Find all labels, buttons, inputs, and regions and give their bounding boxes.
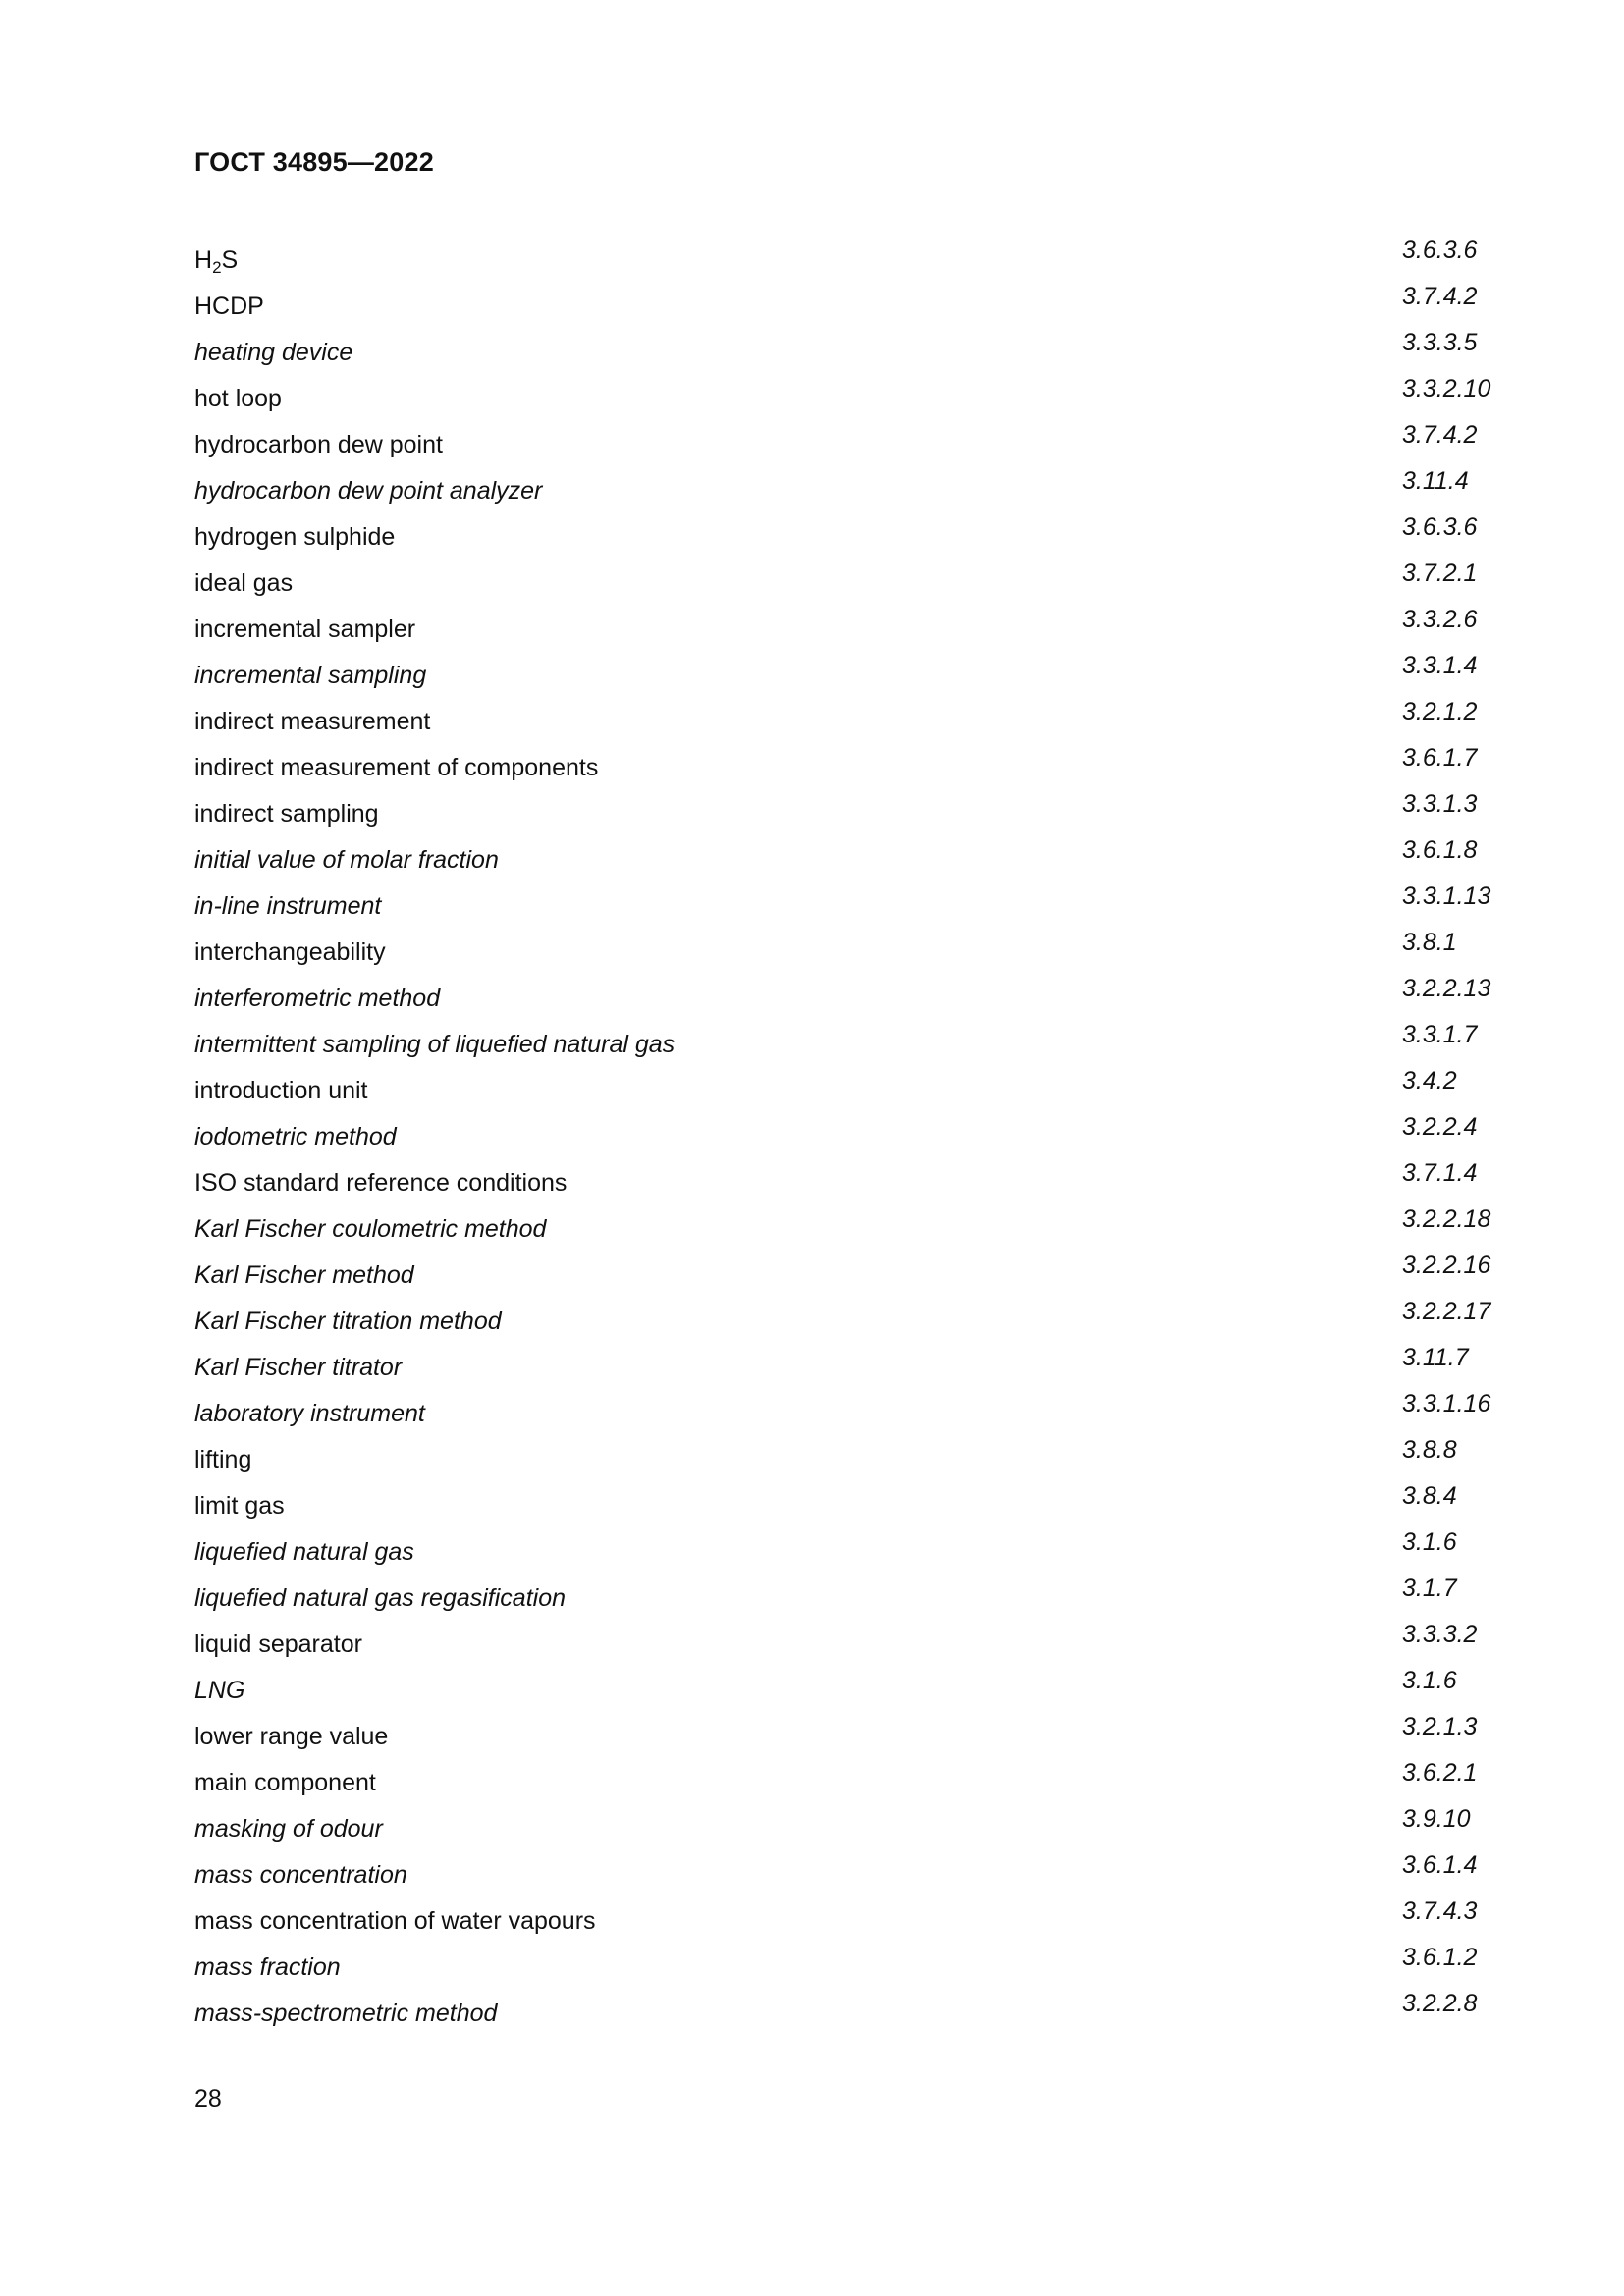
index-reference: 3.8.4 bbox=[1402, 1482, 1457, 1510]
index-reference: 3.6.1.2 bbox=[1402, 1944, 1478, 1971]
index-reference: 3.2.2.4 bbox=[1402, 1113, 1478, 1141]
index-entry bbox=[194, 1758, 1500, 1804]
index-reference: 3.2.2.17 bbox=[1402, 1298, 1491, 1325]
index-term-text: HCDP bbox=[194, 293, 264, 320]
index-term-text: masking of odour bbox=[194, 1815, 383, 1842]
index-reference: 3.2.1.2 bbox=[1402, 698, 1478, 725]
index-reference: 3.8.1 bbox=[1402, 929, 1457, 956]
index-reference: 3.7.2.1 bbox=[1402, 560, 1478, 587]
index-reference: 3.2.2.16 bbox=[1402, 1252, 1491, 1279]
index-term bbox=[194, 522, 395, 552]
index-term-text: incremental sampler bbox=[194, 615, 416, 643]
index-term-text: in-line instrument bbox=[194, 892, 382, 920]
index-entry bbox=[194, 605, 1500, 651]
index-term-text: interchangeability bbox=[194, 938, 386, 966]
index-entry bbox=[194, 1020, 1500, 1066]
index-entry bbox=[194, 1297, 1500, 1343]
index-term bbox=[194, 799, 379, 828]
index-term bbox=[194, 845, 499, 875]
index-entry bbox=[194, 697, 1500, 743]
index-entry bbox=[194, 1620, 1500, 1666]
index-entry bbox=[194, 1896, 1500, 1943]
index-reference: 3.3.3.5 bbox=[1402, 329, 1478, 356]
index-term-text: heating device bbox=[194, 339, 353, 366]
index-entry bbox=[194, 1389, 1500, 1435]
index-reference: 3.9.10 bbox=[1402, 1805, 1471, 1833]
index-reference: 3.3.1.13 bbox=[1402, 882, 1491, 910]
index-entry bbox=[194, 1435, 1500, 1481]
index-reference: 3.3.1.3 bbox=[1402, 790, 1478, 818]
index-term-text: lifting bbox=[194, 1446, 252, 1473]
index-entry bbox=[194, 1712, 1500, 1758]
index-term bbox=[194, 1445, 251, 1474]
index-entry bbox=[194, 1943, 1500, 1989]
index-term bbox=[194, 338, 352, 367]
index-term bbox=[194, 1030, 675, 1059]
index-term-text: Karl Fischer titration method bbox=[194, 1308, 502, 1335]
index-term-subscript: 2 bbox=[212, 258, 222, 277]
index-reference: 3.7.4.2 bbox=[1402, 421, 1478, 449]
index-term bbox=[194, 568, 293, 598]
index-term-text: main component bbox=[194, 1769, 376, 1796]
index-reference: 3.8.8 bbox=[1402, 1436, 1457, 1464]
index-term bbox=[194, 891, 381, 921]
index-entry bbox=[194, 466, 1500, 512]
index-reference: 3.7.4.3 bbox=[1402, 1897, 1478, 1925]
index-term bbox=[194, 661, 426, 690]
document-header: ГОСТ 34895—2022 bbox=[194, 147, 434, 177]
index-term bbox=[194, 476, 542, 506]
index-term bbox=[194, 430, 443, 459]
index-entry bbox=[194, 512, 1500, 559]
index-reference: 3.2.1.3 bbox=[1402, 1713, 1478, 1740]
index-entry bbox=[194, 928, 1500, 974]
index-term-text: Karl Fischer titrator bbox=[194, 1354, 403, 1381]
index-reference: 3.1.6 bbox=[1402, 1667, 1457, 1694]
index-term-text: iodometric method bbox=[194, 1123, 397, 1150]
index-term-text: hydrogen sulphide bbox=[194, 523, 396, 551]
index-term bbox=[194, 1860, 407, 1890]
term-index bbox=[194, 236, 1500, 2035]
index-entry bbox=[194, 974, 1500, 1020]
index-term bbox=[194, 1076, 368, 1105]
index-entry bbox=[194, 1343, 1500, 1389]
index-term bbox=[194, 1583, 566, 1613]
index-term-text: introduction unit bbox=[194, 1077, 368, 1104]
index-term-text: ISO standard reference conditions bbox=[194, 1169, 568, 1197]
index-term-text: mass-spectrometric method bbox=[194, 2000, 498, 2027]
index-term-text: hydrocarbon dew point bbox=[194, 431, 443, 458]
index-entry bbox=[194, 1527, 1500, 1574]
index-reference: 3.11.4 bbox=[1402, 467, 1469, 495]
index-term bbox=[194, 1768, 376, 1797]
index-reference: 3.6.2.1 bbox=[1402, 1759, 1478, 1787]
index-term bbox=[194, 1952, 341, 1982]
index-reference: 3.1.6 bbox=[1402, 1528, 1457, 1556]
index-term bbox=[194, 614, 415, 644]
index-reference: 3.3.2.6 bbox=[1402, 606, 1478, 633]
index-reference: 3.7.4.2 bbox=[1402, 283, 1478, 310]
index-entry bbox=[194, 1158, 1500, 1204]
index-entry bbox=[194, 1666, 1500, 1712]
index-entry bbox=[194, 420, 1500, 466]
index-term-text: LNG bbox=[194, 1677, 245, 1704]
index-reference: 3.1.7 bbox=[1402, 1575, 1457, 1602]
index-reference: 3.2.2.18 bbox=[1402, 1205, 1491, 1233]
index-term bbox=[194, 1214, 546, 1244]
index-term-text: ideal gas bbox=[194, 569, 294, 597]
index-term bbox=[194, 1676, 244, 1705]
index-term-text: lower range value bbox=[194, 1723, 389, 1750]
index-reference: 3.2.2.8 bbox=[1402, 1990, 1478, 2017]
index-reference: 3.6.1.8 bbox=[1402, 836, 1478, 864]
index-entry bbox=[194, 743, 1500, 789]
index-term-text: liquid separator bbox=[194, 1630, 362, 1658]
index-reference: 3.11.7 bbox=[1402, 1344, 1469, 1371]
page-number: 28 bbox=[194, 2085, 222, 2112]
index-entry bbox=[194, 1804, 1500, 1850]
index-entry bbox=[194, 1066, 1500, 1112]
index-reference: 3.6.1.7 bbox=[1402, 744, 1478, 772]
index-term bbox=[194, 753, 598, 782]
index-entry bbox=[194, 236, 1500, 282]
index-entry bbox=[194, 282, 1500, 328]
index-reference: 3.3.1.4 bbox=[1402, 652, 1478, 679]
index-reference: 3.6.3.6 bbox=[1402, 237, 1478, 264]
index-reference: 3.3.1.16 bbox=[1402, 1390, 1491, 1417]
index-term bbox=[194, 707, 430, 736]
index-reference: 3.3.2.10 bbox=[1402, 375, 1491, 402]
index-reference: 3.6.3.6 bbox=[1402, 513, 1478, 541]
index-term-text: liquefied natural gas regasification bbox=[194, 1584, 567, 1612]
index-term bbox=[194, 1122, 397, 1151]
index-term-text: liquefied natural gas bbox=[194, 1538, 414, 1566]
index-term-text: indirect measurement of components bbox=[194, 754, 599, 781]
index-term-tail: S bbox=[221, 246, 239, 274]
index-term-text: mass concentration of water vapours bbox=[194, 1907, 596, 1935]
index-entry bbox=[194, 1112, 1500, 1158]
index-term bbox=[194, 292, 264, 321]
index-term bbox=[194, 1906, 596, 1936]
index-reference: 3.4.2 bbox=[1402, 1067, 1457, 1095]
index-term-text: Karl Fischer method bbox=[194, 1261, 414, 1289]
index-entry bbox=[194, 1989, 1500, 2035]
index-term bbox=[194, 1814, 383, 1843]
index-term-text: mass concentration bbox=[194, 1861, 407, 1889]
index-term-text: interferometric method bbox=[194, 985, 441, 1012]
index-term bbox=[194, 384, 282, 413]
index-term-text: limit gas bbox=[194, 1492, 285, 1520]
index-term bbox=[194, 937, 386, 967]
index-term-text: incremental sampling bbox=[194, 662, 427, 689]
index-term bbox=[194, 1168, 567, 1198]
index-term bbox=[194, 245, 238, 275]
index-entry bbox=[194, 651, 1500, 697]
index-entry bbox=[194, 1481, 1500, 1527]
index-entry bbox=[194, 789, 1500, 835]
index-term bbox=[194, 1491, 285, 1521]
index-term-text: laboratory instrument bbox=[194, 1400, 425, 1427]
index-entry bbox=[194, 559, 1500, 605]
index-entry bbox=[194, 1251, 1500, 1297]
index-term-text: intermittent sampling of liquefied natural gas bbox=[194, 1031, 676, 1058]
index-term bbox=[194, 1260, 414, 1290]
index-term-text: indirect measurement bbox=[194, 708, 431, 735]
index-term-text: mass fraction bbox=[194, 1953, 341, 1981]
index-term-text: hydrocarbon dew point analyzer bbox=[194, 477, 543, 505]
index-term-text: initial value of molar fraction bbox=[194, 846, 499, 874]
index-reference: 3.3.1.7 bbox=[1402, 1021, 1478, 1048]
index-entry bbox=[194, 881, 1500, 928]
index-term-text: H bbox=[194, 246, 213, 274]
index-term-text: indirect sampling bbox=[194, 800, 379, 828]
index-reference: 3.7.1.4 bbox=[1402, 1159, 1478, 1187]
index-term bbox=[194, 1629, 362, 1659]
index-entry bbox=[194, 1850, 1500, 1896]
index-entry bbox=[194, 1204, 1500, 1251]
index-term bbox=[194, 1537, 414, 1567]
index-entry bbox=[194, 374, 1500, 420]
index-reference: 3.3.3.2 bbox=[1402, 1621, 1478, 1648]
index-term bbox=[194, 1307, 502, 1336]
index-term bbox=[194, 1399, 425, 1428]
index-reference: 3.2.2.13 bbox=[1402, 975, 1491, 1002]
index-term bbox=[194, 1353, 402, 1382]
index-term bbox=[194, 984, 440, 1013]
index-entry bbox=[194, 1574, 1500, 1620]
index-term bbox=[194, 1999, 497, 2028]
index-term-text: Karl Fischer coulometric method bbox=[194, 1215, 547, 1243]
index-entry bbox=[194, 328, 1500, 374]
index-term-text: hot loop bbox=[194, 385, 282, 412]
index-entry bbox=[194, 835, 1500, 881]
index-term bbox=[194, 1722, 388, 1751]
index-reference: 3.6.1.4 bbox=[1402, 1851, 1478, 1879]
